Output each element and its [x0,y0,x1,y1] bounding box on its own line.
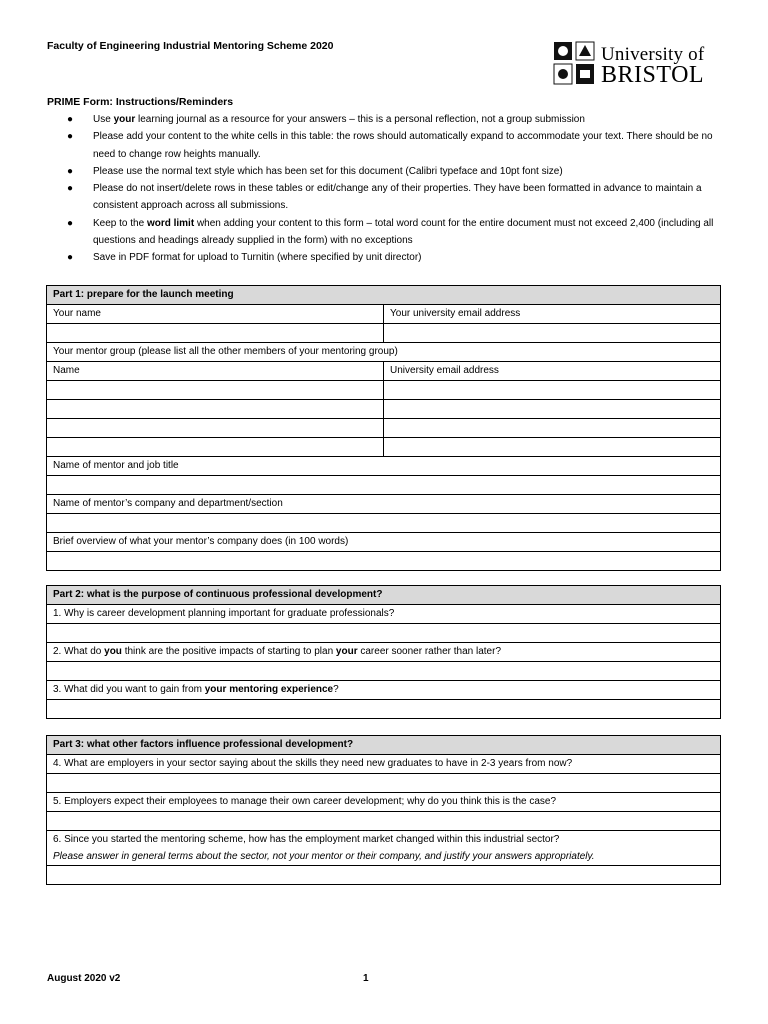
logo-text-university: University of [601,44,705,65]
part3-heading: Part 3: what other factors influence professional development? [47,736,721,755]
bullet-icon: ● [67,252,74,264]
university-logo [552,38,717,90]
mentor-group-label: Your mentor group (please list all the other members of your mentoring group) [47,343,721,362]
part2-heading: Part 2: what is the purpose of continuous professional development? [47,586,721,605]
company-overview-label: Brief overview of what your mentor’s company does (in 100 words) [47,533,721,552]
your-name-label: Your name [47,305,384,324]
member-name-header: Name [47,362,384,381]
bullet-icon: ● [67,114,74,125]
instruction-item: ● Use your learning journal as a resource for your answers – this is a personal reflection, not a group submission [47,111,727,128]
member-email-field[interactable] [384,400,721,419]
question-6-answer[interactable] [47,866,721,885]
part1-heading: Part 1: prepare for the launch meeting [47,286,721,305]
bullet-icon: ● [67,183,74,195]
mentor-title-field[interactable] [47,476,721,495]
instruction-item: ● Keep to the word limit when adding your content to this form – total word count for the entire document must not exceed 2,400 (including all questions and headings already supplied in the form) with no exceptions [47,215,727,250]
footer-version: August 2020 v2 [47,973,121,984]
crest-icon [552,40,596,86]
your-email-field[interactable] [384,324,721,343]
member-name-field[interactable] [47,438,384,457]
question-4-label: 4. What are employers in your sector saying about the skills they need new graduates to have in 2-3 years from now? [47,755,721,774]
your-email-label: Your university email address [384,305,721,324]
member-email-header: University email address [384,362,721,381]
page-number: 1 [363,973,369,984]
question-5-answer[interactable] [47,812,721,831]
document-header-title: Faculty of Engineering Industrial Mentoring Scheme 2020 [47,40,334,52]
logo-text-bristol: BRISTOL [601,62,705,88]
member-email-field[interactable] [384,438,721,457]
question-1-label: 1. Why is career development planning important for graduate professionals? [47,605,721,624]
question-6-note: Please answer in general terms about the sector, not your mentor or their company, and justify your answers appropriately. [53,851,595,862]
member-name-field[interactable] [47,419,384,438]
instructions-list [47,111,727,267]
bullet-icon: ● [67,131,74,143]
question-3-answer[interactable] [47,700,721,719]
question-2-answer[interactable] [47,662,721,681]
member-name-field[interactable] [47,400,384,419]
question-2-label: 2. What do you think are the positive impacts of starting to plan your career sooner rather than later? [47,643,721,662]
member-email-field[interactable] [384,381,721,400]
part3-table [46,735,721,885]
company-overview-field[interactable] [47,552,721,571]
instruction-item: ● Please use the normal text style which has been set for this document (Calibri typeface and 10pt font size) [47,163,727,180]
question-1-answer[interactable] [47,624,721,643]
instructions-title: PRIME Form: Instructions/Reminders [47,96,234,108]
mentor-company-field[interactable] [47,514,721,533]
bullet-icon: ● [67,165,74,177]
question-6-label [47,831,721,866]
question-3-label: 3. What did you want to gain from your mentoring experience? [47,681,721,700]
instruction-item: ● Please add your content to the white cells in this table: the rows should automatically expand to accommodate your text. There should be no need to change row heights manually. [47,128,727,163]
member-name-field[interactable] [47,381,384,400]
your-name-field[interactable] [47,324,384,343]
question-5-label: 5. Employers expect their employees to manage their own career development; why do you think this is the case? [47,793,721,812]
question-6-text: 6. Since you started the mentoring scheme, how has the employment market changed within this industrial sector? [53,834,560,845]
instruction-item: ● Please do not insert/delete rows in these tables or edit/change any of their properties. They have been formatted in advance to maintain a consistent approach across all submissions. [47,180,727,215]
question-4-answer[interactable] [47,774,721,793]
mentor-company-label: Name of mentor’s company and department/section [47,495,721,514]
part2-table [46,585,721,719]
bullet-icon: ● [67,217,74,229]
part1-table [46,285,721,571]
mentor-title-label: Name of mentor and job title [47,457,721,476]
instruction-item: ● Save in PDF format for upload to Turnitin (where specified by unit director) [47,249,727,266]
member-email-field[interactable] [384,419,721,438]
